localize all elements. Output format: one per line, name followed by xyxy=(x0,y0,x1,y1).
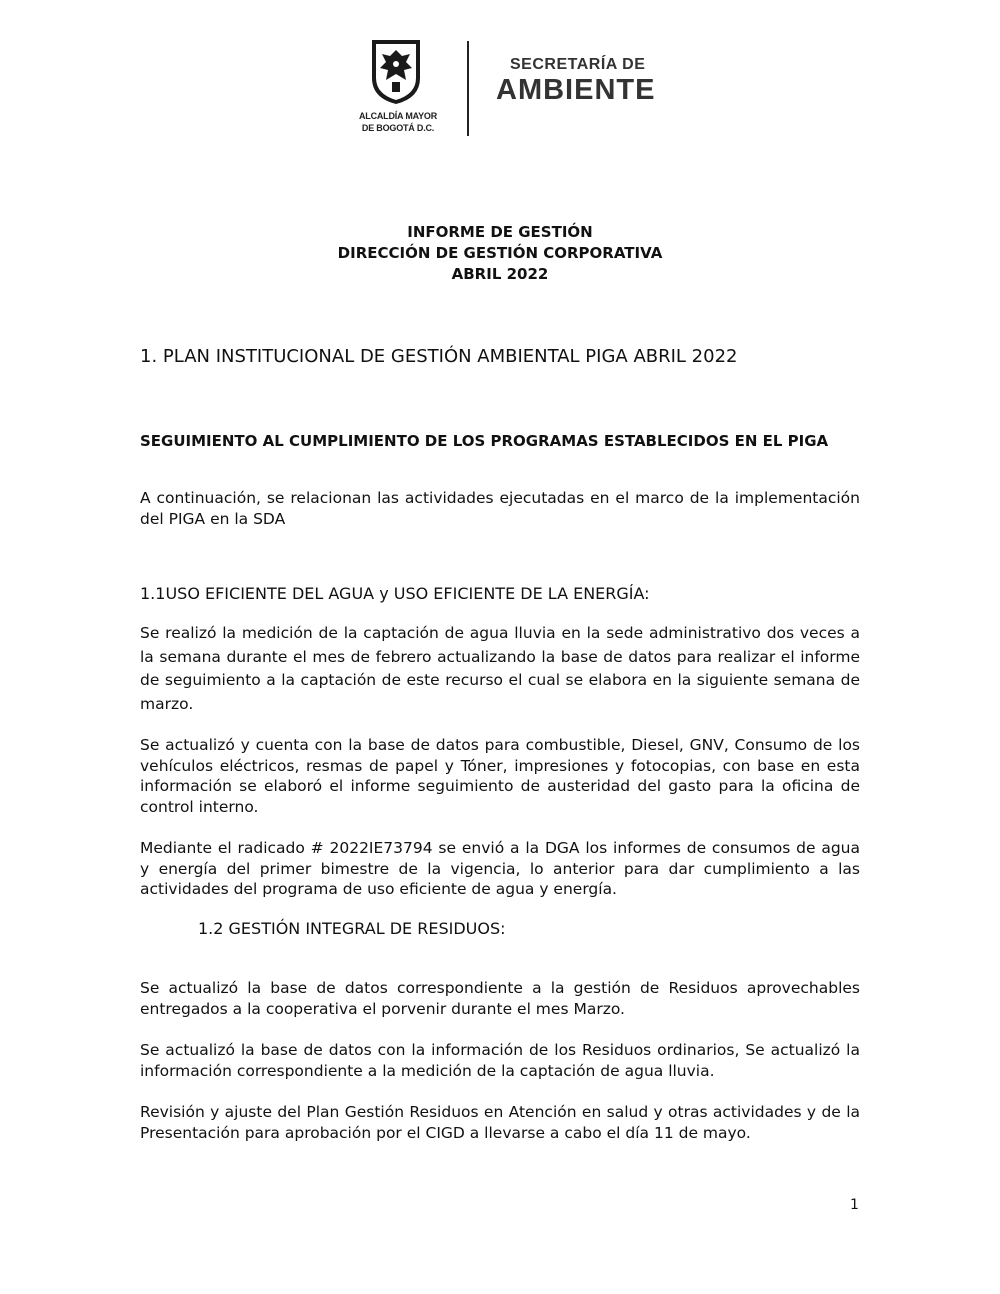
logo-divider xyxy=(467,41,469,136)
section-1-2-paragraph-1: Se actualizó la base de datos correspondiente a la gestión de Residuos aprovechables entregados a la cooperativa el porvenir durante el mes Marzo. xyxy=(140,979,860,1018)
alcaldia-logo-text xyxy=(348,110,448,134)
section-1-heading: 1. PLAN INSTITUCIONAL DE GESTIÓN AMBIENTAL PIGA ABRIL 2022 xyxy=(140,346,738,367)
page-number: 1 xyxy=(850,1197,859,1213)
secretaria-line2: AMBIENTE xyxy=(496,74,656,106)
section-1-2-paragraph-3: Revisión y ajuste del Plan Gestión Residuos en Atención en salud y otras actividades y de la Presentación para aprobación por el CIGD a llevarse a cabo el día 11 de mayo. xyxy=(140,1103,860,1142)
section-1-2-paragraph-2: Se actualizó la base de datos con la información de los Residuos ordinarios, Se actualizó la información correspondiente a la medición de la captación de agua lluvia. xyxy=(140,1041,860,1080)
alcaldia-line1: ALCALDÍA MAYOR xyxy=(358,111,438,121)
title-line2: DIRECCIÓN DE GESTIÓN CORPORATIVA xyxy=(337,244,663,262)
section-1-1-paragraph-2: Se actualizó y cuenta con la base de datos para combustible, Diesel, GNV, Consumo de los vehículos eléctricos, resmas de papel y Tóner, impresiones y fotocopias, con base en esta información se elaboró el informe seguimiento de austeridad del gasto para la oficina de control interno. xyxy=(140,736,860,816)
section-1-1-paragraph-3: Mediante el radicado # 2022IE73794 se envió a la DGA los informes de consumos de agua y energía del primer bimestre de la vigencia, lo anterior para dar cumplimiento a las actividades del programa de uso eficiente de agua y energía. xyxy=(140,839,860,898)
intro-paragraph: A continuación, se relacionan las actividades ejecutadas en el marco de la implementación del PIGA en la SDA xyxy=(140,489,860,528)
report-title xyxy=(0,222,1000,285)
header-logo xyxy=(358,38,656,140)
section-1-1-paragraph-1: Se realizó la medición de la captación de agua lluvia en la sede administrativo dos veces a la semana durante el mes de febrero actualizando la base de datos para realizar el informe de seguimiento a la captación de este recurso el cual se elabora en la siguiente semana de marzo. xyxy=(140,624,860,713)
bogota-coat-of-arms-icon xyxy=(368,38,424,106)
alcaldia-line2: DE BOGOTÁ D.C. xyxy=(361,123,435,133)
section-1-1-heading: 1.1USO EFICIENTE DEL AGUA y USO EFICIENTE DE LA ENERGÍA: xyxy=(140,584,650,603)
secretaria-line1: SECRETARÍA DE xyxy=(510,56,646,73)
section-1-2-heading: 1.2 GESTIÓN INTEGRAL DE RESIDUOS: xyxy=(198,919,506,938)
title-line1: INFORME DE GESTIÓN xyxy=(407,223,593,241)
seguimiento-subheading: SEGUIMIENTO AL CUMPLIMIENTO DE LOS PROGRAMAS ESTABLECIDOS EN EL PIGA xyxy=(140,432,829,450)
title-line3: ABRIL 2022 xyxy=(451,265,549,283)
